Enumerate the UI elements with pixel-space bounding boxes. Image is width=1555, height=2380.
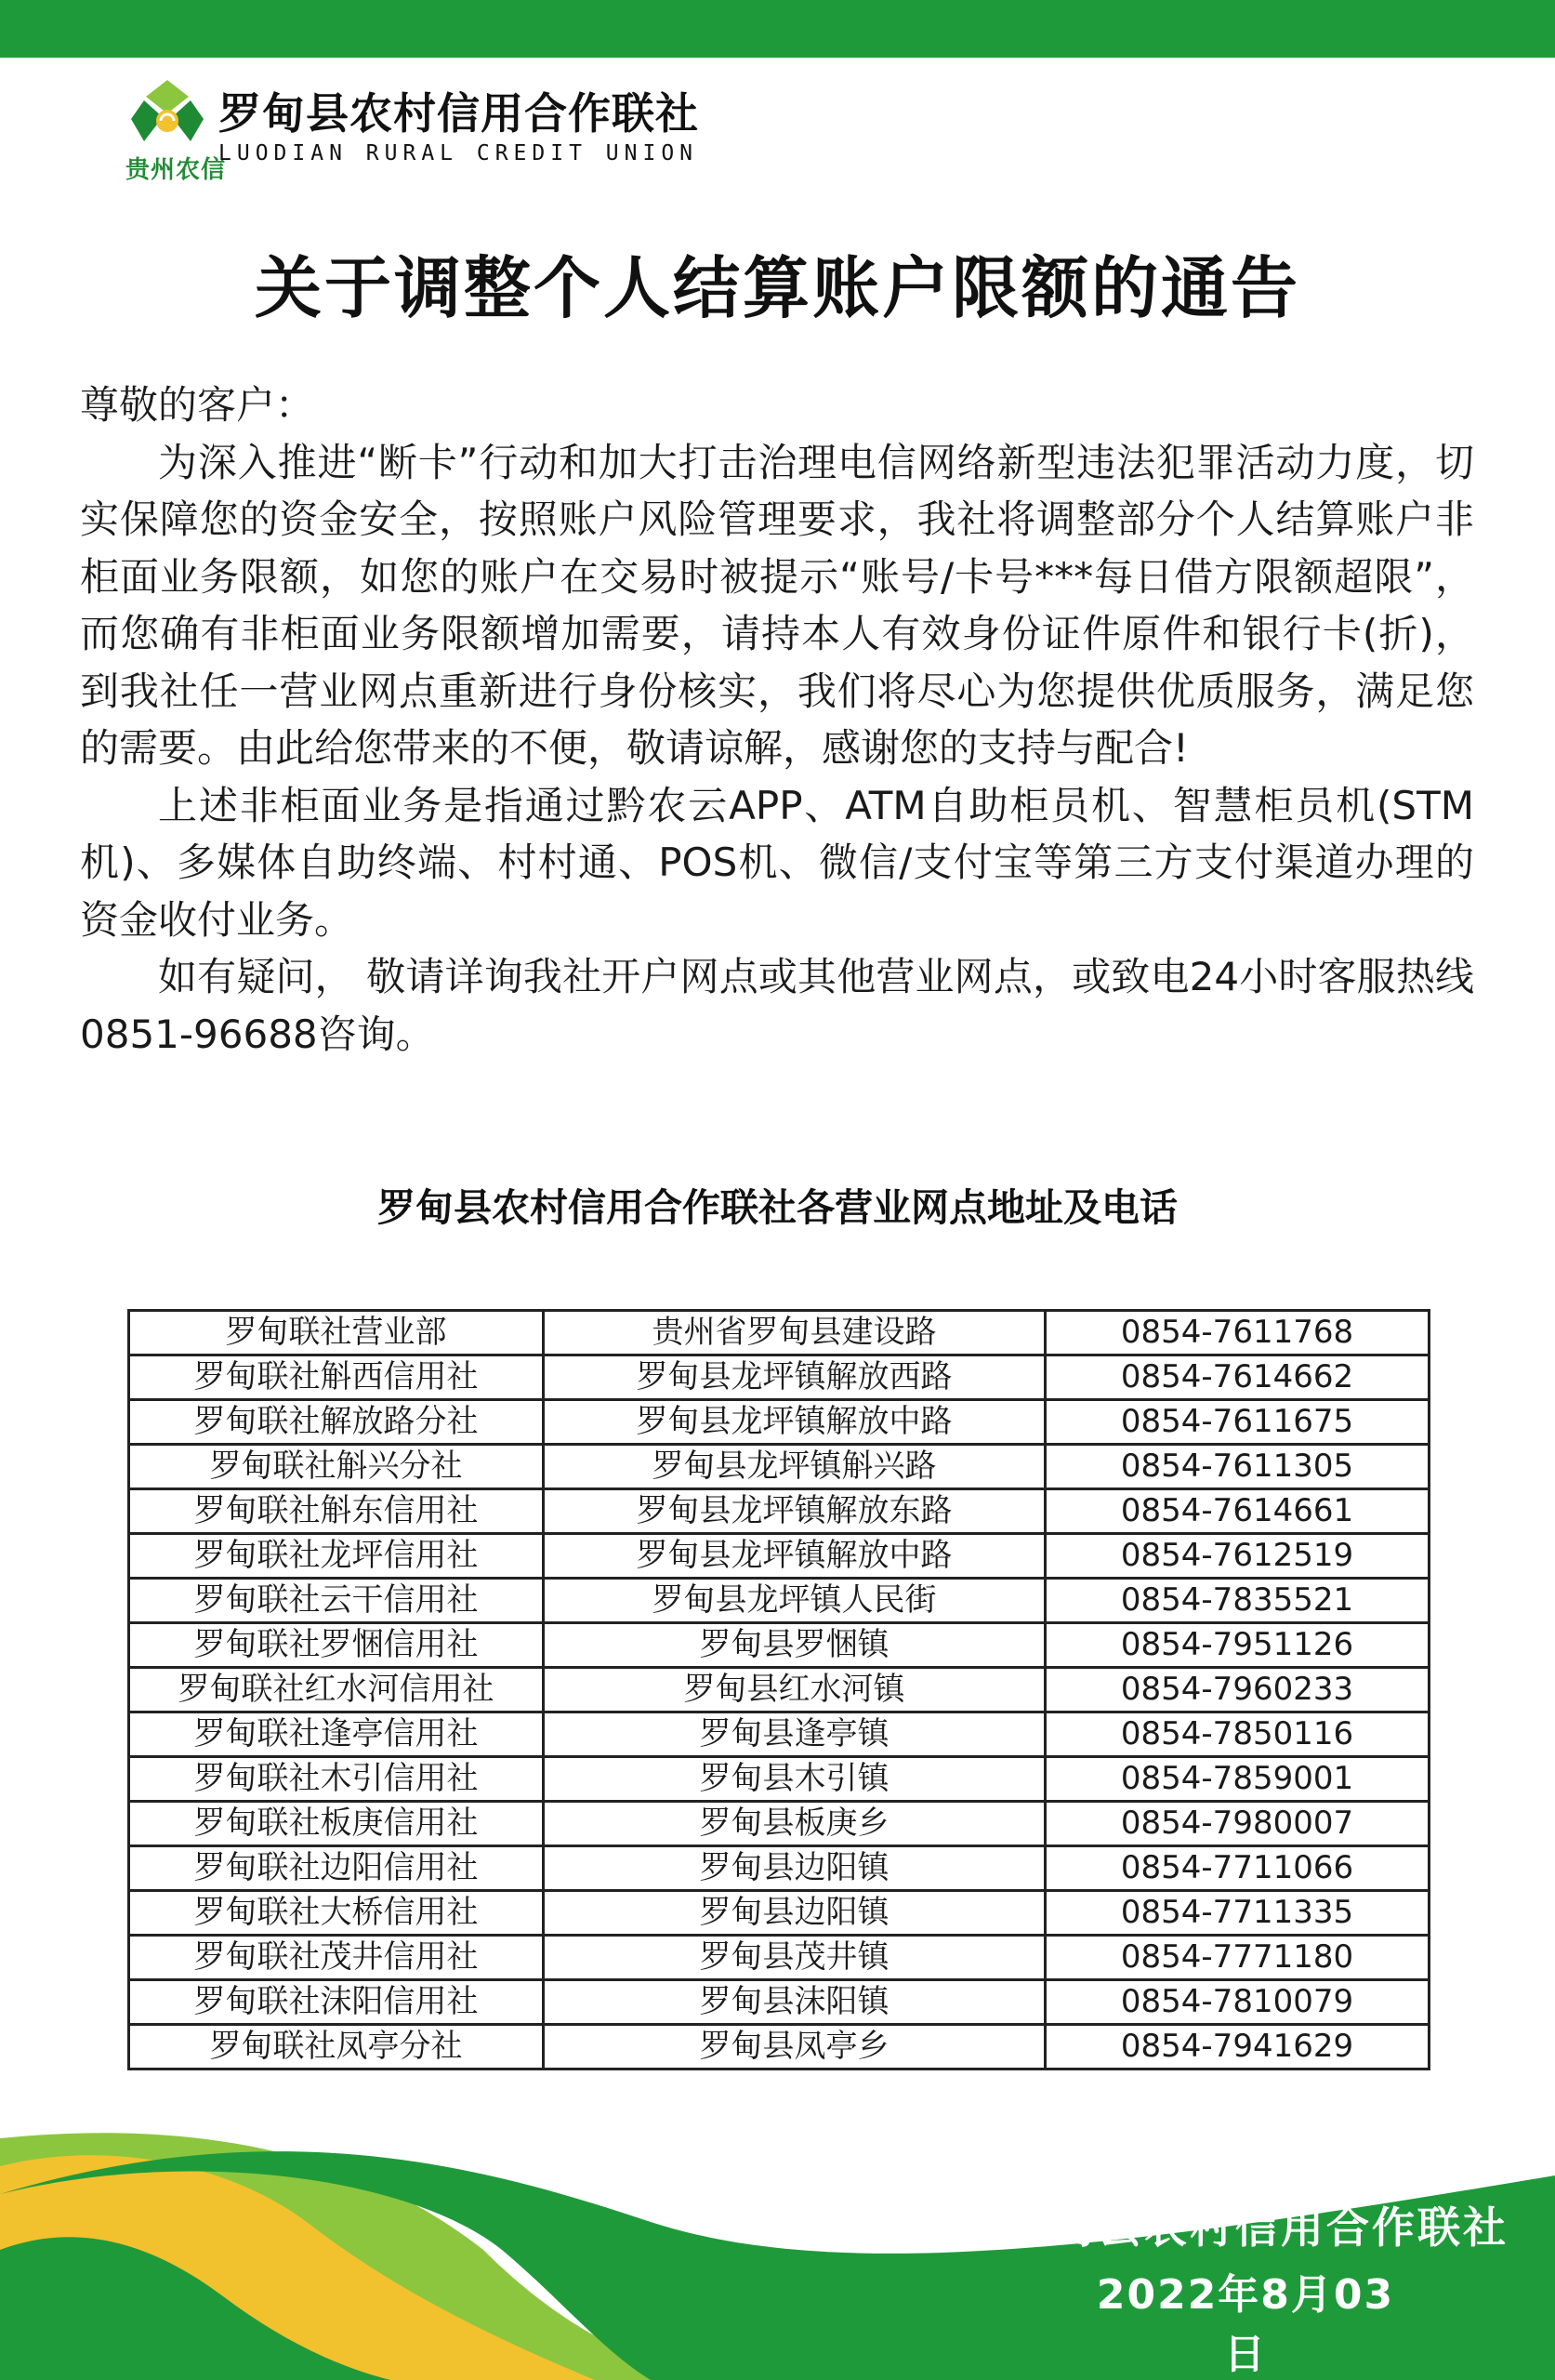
branch-phone-cell: 0854-7835521 — [1046, 1579, 1430, 1623]
branch-table — [127, 1309, 1430, 2070]
branch-name-cell: 罗甸联社营业部 — [129, 1311, 544, 1355]
table-row — [129, 1579, 1430, 1623]
branch-phone-cell: 0854-7960233 — [1046, 1668, 1430, 1712]
branch-phone-cell: 0854-7614661 — [1046, 1489, 1430, 1534]
branch-address-cell: 罗甸县罗悃镇 — [544, 1623, 1046, 1668]
table-row — [129, 1623, 1430, 1668]
branch-name-cell: 罗甸联社大桥信用社 — [129, 1891, 544, 1936]
footer-date: 2022年8月03日 — [1096, 2271, 1395, 2378]
org-logo — [125, 76, 699, 184]
table-row — [129, 1668, 1430, 1712]
branch-address-cell: 罗甸县逢亭镇 — [544, 1712, 1046, 1757]
org-name: 罗甸县农村信用合作联社 — [218, 88, 699, 139]
table-row — [129, 1757, 1430, 1802]
branch-name-cell: 罗甸联社红水河信用社 — [129, 1668, 544, 1712]
table-row — [129, 1980, 1430, 2025]
top-green-band — [0, 0, 1555, 58]
branch-phone-cell: 0854-7771180 — [1046, 1936, 1430, 1980]
branch-name-cell: 罗甸联社斛东信用社 — [129, 1489, 544, 1534]
branch-address-cell: 罗甸县板庚乡 — [544, 1802, 1046, 1846]
notice-paragraph-3: 如有疑问， 敬请详询我社开户网点或其他营业网点，或致电24小时客服热线0851-96688咨询。 — [80, 954, 1474, 1057]
notice-title: 关于调整个人结算账户限额的通告 — [254, 248, 1300, 327]
table-row — [129, 1445, 1430, 1489]
branch-address-cell: 罗甸县茂井镇 — [544, 1936, 1046, 1980]
table-row — [129, 1846, 1430, 1891]
branch-address-cell: 罗甸县龙坪镇人民街 — [544, 1579, 1046, 1623]
logo-subtitle: 贵州农信 — [125, 156, 227, 184]
branch-phone-cell: 0854-7850116 — [1046, 1712, 1430, 1757]
notice-paragraph-2: 上述非柜面业务是指通过黔农云APP、ATM自助柜员机、智慧柜员机(STM机)、多媒体自助终端、村村通、POS机、微信/支付宝等第三方支付渠道办理的资金收付业务。 — [80, 782, 1474, 943]
table-row — [129, 2025, 1430, 2069]
branch-phone-cell: 0854-7611768 — [1046, 1311, 1430, 1355]
table-row — [129, 1489, 1430, 1534]
branch-phone-cell: 0854-7941629 — [1046, 2025, 1430, 2069]
branch-name-cell: 罗甸联社斛西信用社 — [129, 1355, 544, 1400]
org-name-english: LUODIAN RURAL CREDIT UNION — [218, 141, 699, 165]
table-row — [129, 1534, 1430, 1579]
table-row — [129, 1355, 1430, 1400]
branch-phone-cell: 0854-7611675 — [1046, 1400, 1430, 1445]
branch-address-cell: 罗甸县木引镇 — [544, 1757, 1046, 1802]
branch-address-cell: 罗甸县边阳镇 — [544, 1846, 1046, 1891]
branch-name-cell: 罗甸联社木引信用社 — [129, 1757, 544, 1802]
table-row — [129, 1802, 1430, 1846]
branch-name-cell: 罗甸联社解放路分社 — [129, 1400, 544, 1445]
branch-address-cell: 罗甸县龙坪镇解放西路 — [544, 1355, 1046, 1400]
branch-address-cell: 罗甸县沫阳镇 — [544, 1980, 1046, 2025]
branch-name-cell: 罗甸联社斛兴分社 — [129, 1445, 544, 1489]
footer-org-name: 罗甸县农村信用合作联社 — [1008, 2202, 1509, 2253]
branch-phone-cell: 0854-7711335 — [1046, 1891, 1430, 1936]
branch-phone-cell: 0854-7612519 — [1046, 1534, 1430, 1579]
branch-table-heading: 罗甸县农村信用合作联社各营业网点地址及电话 — [377, 1185, 1178, 1230]
table-row — [129, 1400, 1430, 1445]
branch-name-cell: 罗甸联社茂井信用社 — [129, 1936, 544, 1980]
notice-body — [80, 377, 1474, 1063]
credit-union-logo-icon — [125, 76, 209, 160]
table-row — [129, 1891, 1430, 1936]
greeting: 尊敬的客户： — [80, 382, 315, 428]
branch-address-cell: 贵州省罗甸县建设路 — [544, 1311, 1046, 1355]
branch-phone-cell: 0854-7951126 — [1046, 1623, 1430, 1668]
branch-address-cell: 罗甸县龙坪镇解放东路 — [544, 1489, 1046, 1534]
branch-address-cell: 罗甸县边阳镇 — [544, 1891, 1046, 1936]
branch-name-cell: 罗甸联社逢亭信用社 — [129, 1712, 544, 1757]
branch-phone-cell: 0854-7980007 — [1046, 1802, 1430, 1846]
branch-name-cell: 罗甸联社龙坪信用社 — [129, 1534, 544, 1579]
branch-name-cell: 罗甸联社板庚信用社 — [129, 1802, 544, 1846]
branch-phone-cell: 0854-7611305 — [1046, 1445, 1430, 1489]
branch-address-cell: 罗甸县龙坪镇斛兴路 — [544, 1445, 1046, 1489]
branch-address-cell: 罗甸县龙坪镇解放中路 — [544, 1534, 1046, 1579]
branch-name-cell: 罗甸联社凤亭分社 — [129, 2025, 544, 2069]
branch-address-cell: 罗甸县凤亭乡 — [544, 2025, 1046, 2069]
notice-paragraph-1: 为深入推进“断卡”行动和加大打击治理电信网络新型违法犯罪活动力度，切实保障您的资金安全，按照账户风险管理要求，我社将调整部分个人结算账户非柜面业务限额，如您的账户在交易时被提示“账号/卡号***每日借方限额超限”，而您确有非柜面业务限额增加需要，请持本人有效身份证件原件和银行卡(折)，到我社任一营业网点重新进行身份核实，我们将尽心为您提供优质服务，满足您的需要。由此给您带来的不便，敬请谅解，感谢您的支持与配合! — [80, 439, 1474, 771]
branch-name-cell: 罗甸联社沫阳信用社 — [129, 1980, 544, 2025]
branch-name-cell: 罗甸联社边阳信用社 — [129, 1846, 544, 1891]
branch-name-cell: 罗甸联社罗悃信用社 — [129, 1623, 544, 1668]
branch-address-cell: 罗甸县红水河镇 — [544, 1668, 1046, 1712]
branch-name-cell: 罗甸联社云干信用社 — [129, 1579, 544, 1623]
branch-address-cell: 罗甸县龙坪镇解放中路 — [544, 1400, 1046, 1445]
table-row — [129, 1936, 1430, 1980]
table-row — [129, 1712, 1430, 1757]
branch-phone-cell: 0854-7810079 — [1046, 1980, 1430, 2025]
table-row — [129, 1311, 1430, 1355]
branch-phone-cell: 0854-7711066 — [1046, 1846, 1430, 1891]
branch-phone-cell: 0854-7859001 — [1046, 1757, 1430, 1802]
branch-phone-cell: 0854-7614662 — [1046, 1355, 1430, 1400]
